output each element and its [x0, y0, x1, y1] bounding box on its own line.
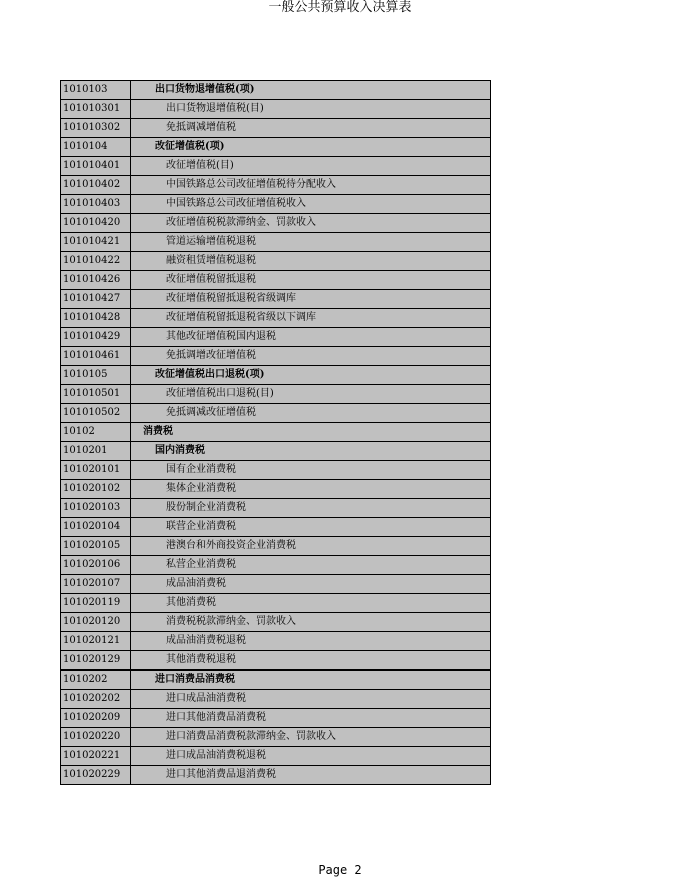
table-row: [61, 347, 491, 366]
item-code: 101020107: [61, 575, 131, 594]
table-row: [61, 766, 491, 785]
table-row: [61, 404, 491, 423]
item-name: 国有企业消费税: [131, 461, 491, 480]
table-row: [61, 499, 491, 518]
item-code: 101020129: [61, 651, 131, 671]
item-code: 101020221: [61, 747, 131, 766]
item-code: 101020209: [61, 709, 131, 728]
table-row: [61, 670, 491, 690]
table-row: [61, 214, 491, 233]
table-row: [61, 747, 491, 766]
table-row: [61, 728, 491, 747]
item-code: 101020102: [61, 480, 131, 499]
table-row: [61, 575, 491, 594]
table-row: [61, 195, 491, 214]
item-code: 101010402: [61, 176, 131, 195]
table-row: [61, 290, 491, 309]
item-code: 1010202: [61, 670, 131, 690]
table-row: [61, 100, 491, 119]
item-code: 10102: [61, 423, 131, 442]
table-row: [61, 81, 491, 100]
table-row: [61, 461, 491, 480]
item-name: 改征增值税留抵退税: [131, 271, 491, 290]
item-name: 改征增值税税款滞纳金、罚款收入: [131, 214, 491, 233]
item-name: 免抵调减增值税: [131, 119, 491, 138]
item-code: 101010427: [61, 290, 131, 309]
item-code: 101010302: [61, 119, 131, 138]
item-name: 改征增值税(目): [131, 157, 491, 176]
item-code: 101020220: [61, 728, 131, 747]
item-code: 101020202: [61, 690, 131, 709]
table-row: [61, 157, 491, 176]
item-name: 消费税: [131, 423, 491, 442]
item-name: 改征增值税留抵退税省级调库: [131, 290, 491, 309]
item-name: 出口货物退增值税(目): [131, 100, 491, 119]
item-name: 消费税税款滞纳金、罚款收入: [131, 613, 491, 632]
table-row: [61, 613, 491, 632]
table-row: [61, 442, 491, 461]
item-code: 101010502: [61, 404, 131, 423]
item-name: 改征增值税(项): [131, 138, 491, 157]
item-code: 101020104: [61, 518, 131, 537]
table-body: [61, 81, 491, 785]
item-name: 进口成品油消费税: [131, 690, 491, 709]
item-code: 101010421: [61, 233, 131, 252]
item-name: 成品油消费税: [131, 575, 491, 594]
item-code: 101010401: [61, 157, 131, 176]
item-code: 1010201: [61, 442, 131, 461]
item-name: 进口其他消费品退消费税: [131, 766, 491, 785]
table-row: [61, 651, 491, 671]
item-name: 免抵调增改征增值税: [131, 347, 491, 366]
item-name: 进口其他消费品消费税: [131, 709, 491, 728]
item-code: 101010428: [61, 309, 131, 328]
table-row: [61, 385, 491, 404]
page-title: 一般公共预算收入决算表: [268, 0, 412, 15]
item-name: 改征增值税出口退税(目): [131, 385, 491, 404]
table-row: [61, 309, 491, 328]
item-code: 1010104: [61, 138, 131, 157]
item-name: 免抵调减改征增值税: [131, 404, 491, 423]
table-row: [61, 709, 491, 728]
item-code: 101020105: [61, 537, 131, 556]
item-code: 101010426: [61, 271, 131, 290]
item-code: 101010429: [61, 328, 131, 347]
table-row: [61, 271, 491, 290]
page-number: Page 2: [318, 863, 362, 877]
item-code: 101010422: [61, 252, 131, 271]
table-row: [61, 632, 491, 651]
item-code: 101010501: [61, 385, 131, 404]
item-code: 101020119: [61, 594, 131, 613]
item-code: 1010103: [61, 81, 131, 100]
item-name: 其他消费税: [131, 594, 491, 613]
item-name: 改征增值税出口退税(项): [131, 366, 491, 385]
item-name: 进口成品油消费税退税: [131, 747, 491, 766]
item-code: 101020229: [61, 766, 131, 785]
item-name: 进口消费品消费税款滞纳金、罚款收入: [131, 728, 491, 747]
item-code: 101010301: [61, 100, 131, 119]
item-name: 改征增值税留抵退税省级以下调库: [131, 309, 491, 328]
table-row: [61, 480, 491, 499]
item-name: 港澳台和外商投资企业消费税: [131, 537, 491, 556]
table-row: [61, 233, 491, 252]
item-name: 股份制企业消费税: [131, 499, 491, 518]
table-row: [61, 366, 491, 385]
table-row: [61, 252, 491, 271]
item-name: 私营企业消费税: [131, 556, 491, 575]
item-code: 101010403: [61, 195, 131, 214]
item-name: 成品油消费税退税: [131, 632, 491, 651]
item-name: 中国铁路总公司改征增值税待分配收入: [131, 176, 491, 195]
item-name: 联营企业消费税: [131, 518, 491, 537]
item-name: 进口消费品消费税: [131, 670, 491, 690]
table-row: [61, 176, 491, 195]
item-name: 出口货物退增值税(项): [131, 81, 491, 100]
item-code: 101020103: [61, 499, 131, 518]
item-code: 101020101: [61, 461, 131, 480]
item-name: 其他改征增值税国内退税: [131, 328, 491, 347]
item-code: 101020121: [61, 632, 131, 651]
table-row: [61, 328, 491, 347]
item-name: 融资租赁增值税退税: [131, 252, 491, 271]
item-code: 101020106: [61, 556, 131, 575]
item-name: 其他消费税退税: [131, 651, 491, 671]
item-code: 101010420: [61, 214, 131, 233]
table-row: [61, 556, 491, 575]
table-row: [61, 518, 491, 537]
item-name: 集体企业消费税: [131, 480, 491, 499]
item-code: 101010461: [61, 347, 131, 366]
item-name: 中国铁路总公司改征增值税收入: [131, 195, 491, 214]
table-row: [61, 537, 491, 556]
table-row: [61, 138, 491, 157]
budget-table: [60, 80, 491, 785]
table-row: [61, 119, 491, 138]
table-row: [61, 690, 491, 709]
table-row: [61, 594, 491, 613]
item-code: 101020120: [61, 613, 131, 632]
table-row: [61, 423, 491, 442]
item-name: 国内消费税: [131, 442, 491, 461]
item-code: 1010105: [61, 366, 131, 385]
item-name: 管道运输增值税退税: [131, 233, 491, 252]
